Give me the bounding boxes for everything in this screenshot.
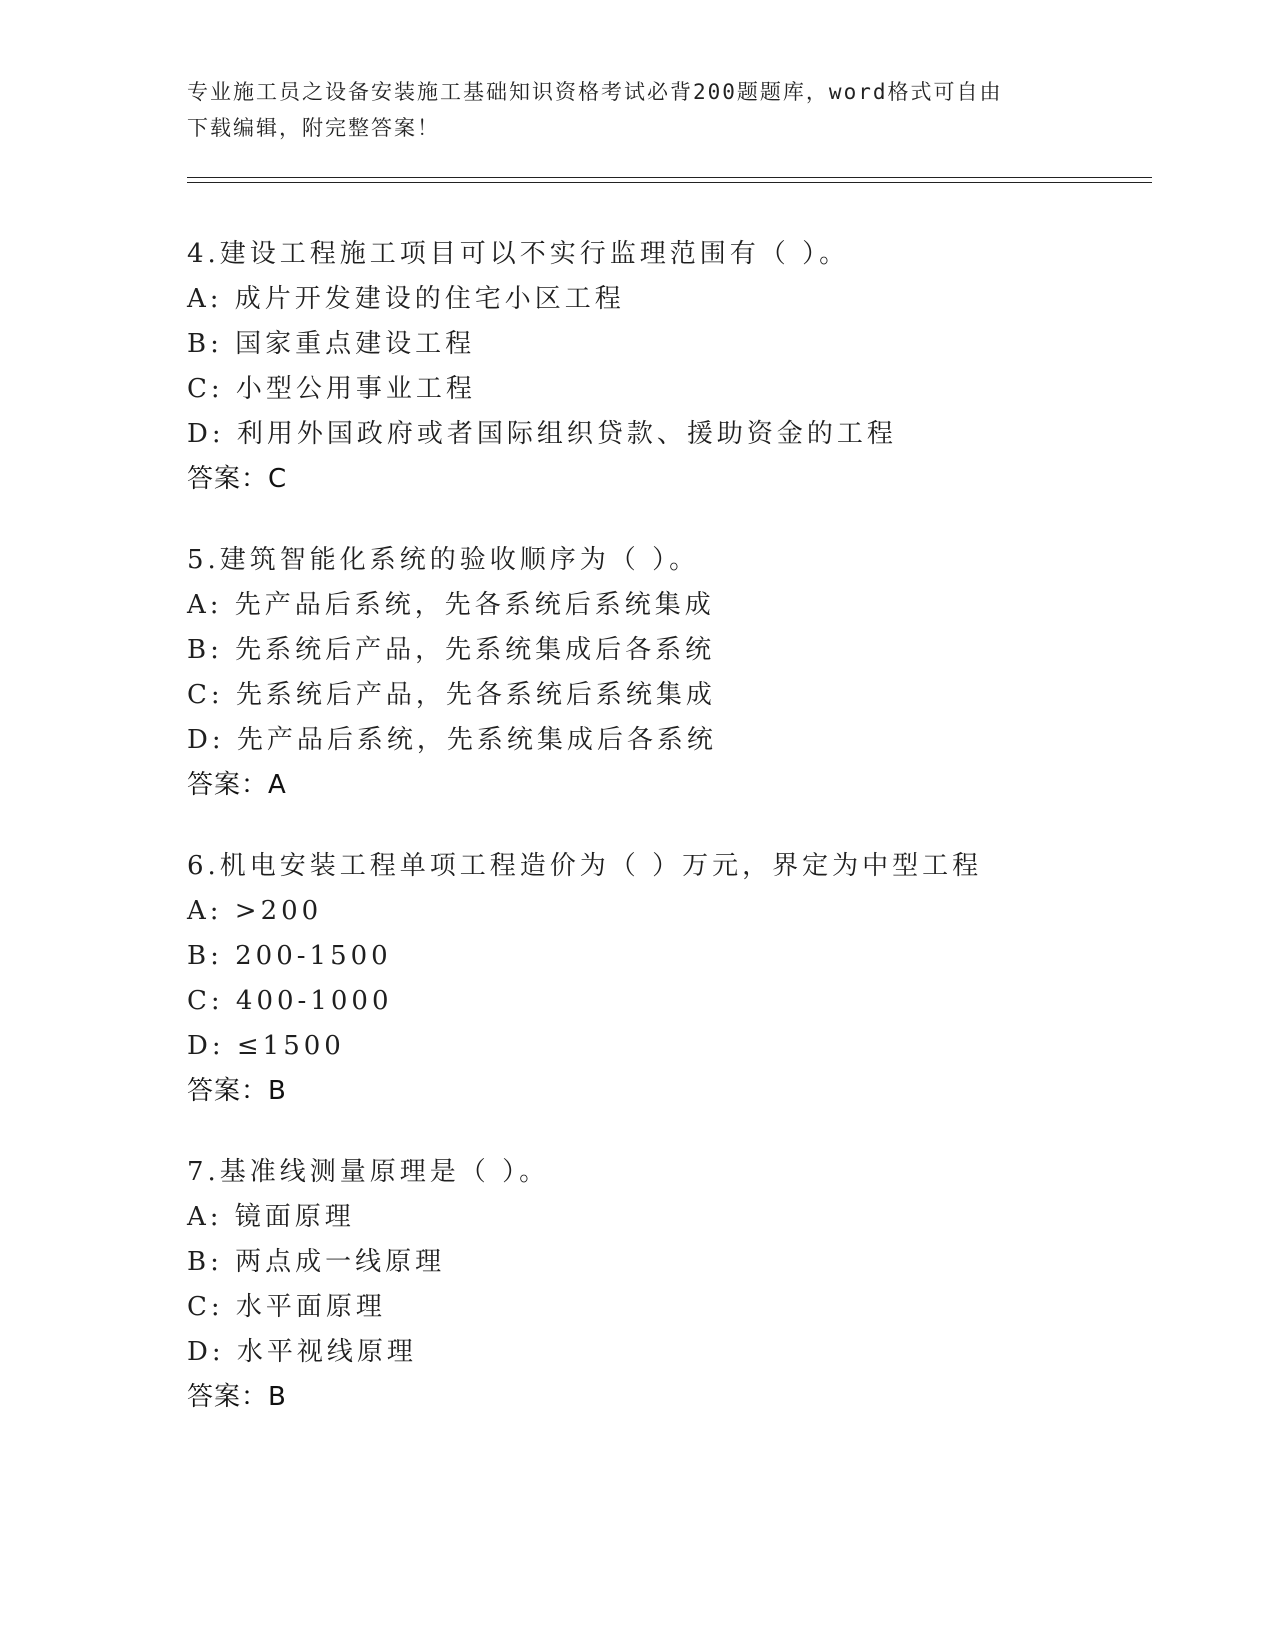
option-b: B: 两点成一线原理 [187, 1247, 446, 1277]
header-divider-bottom [187, 182, 1152, 183]
question-list [187, 232, 1167, 1456]
answer-line: 答案：A [187, 770, 287, 800]
option-d: D: 先产品后系统，先系统集成后各系统 [187, 725, 717, 755]
option-b: B: 先系统后产品，先系统集成后各系统 [187, 635, 716, 665]
option-a: A: 先产品后系统，先各系统后系统集成 [187, 590, 715, 620]
question-4 [187, 232, 1167, 502]
option-c: C: 水平面原理 [187, 1292, 386, 1322]
answer-line: 答案：B [187, 1076, 287, 1106]
option-a: A: >200 [187, 896, 323, 926]
option-a: A: 镜面原理 [187, 1202, 355, 1232]
header-line-2: 下载编辑，附完整答案！ [187, 116, 440, 140]
option-d: D: 利用外国政府或者国际组织贷款、援助资金的工程 [187, 419, 897, 449]
option-b: B: 200-1500 [187, 941, 392, 971]
option-b: B: 国家重点建设工程 [187, 329, 476, 359]
option-c: C: 先系统后产品，先各系统后系统集成 [187, 680, 716, 710]
option-c: C: 400-1000 [187, 986, 393, 1016]
header-line-1: 专业施工员之设备安装施工基础知识资格考试必背200题题库，word格式可自由 [187, 80, 1003, 104]
option-c: C: 小型公用事业工程 [187, 374, 476, 404]
question-7 [187, 1150, 1167, 1420]
question-stem: 4.建设工程施工项目可以不实行监理范围有（ ）。 [187, 239, 850, 269]
answer-line: 答案：C [187, 464, 288, 494]
question-6 [187, 844, 1167, 1114]
option-d: D: ≤1500 [187, 1031, 345, 1061]
question-stem: 5.建筑智能化系统的验收顺序为（ ）。 [187, 545, 700, 575]
header-divider-top [187, 177, 1152, 178]
document-header [187, 74, 1067, 146]
option-d: D: 水平视线原理 [187, 1337, 417, 1367]
option-a: A: 成片开发建设的住宅小区工程 [187, 284, 625, 314]
answer-line: 答案：B [187, 1382, 287, 1412]
question-5 [187, 538, 1167, 808]
question-stem: 7.基准线测量原理是（ ）。 [187, 1157, 550, 1187]
question-stem: 6.机电安装工程单项工程造价为（ ）万元，界定为中型工程 [187, 851, 983, 881]
